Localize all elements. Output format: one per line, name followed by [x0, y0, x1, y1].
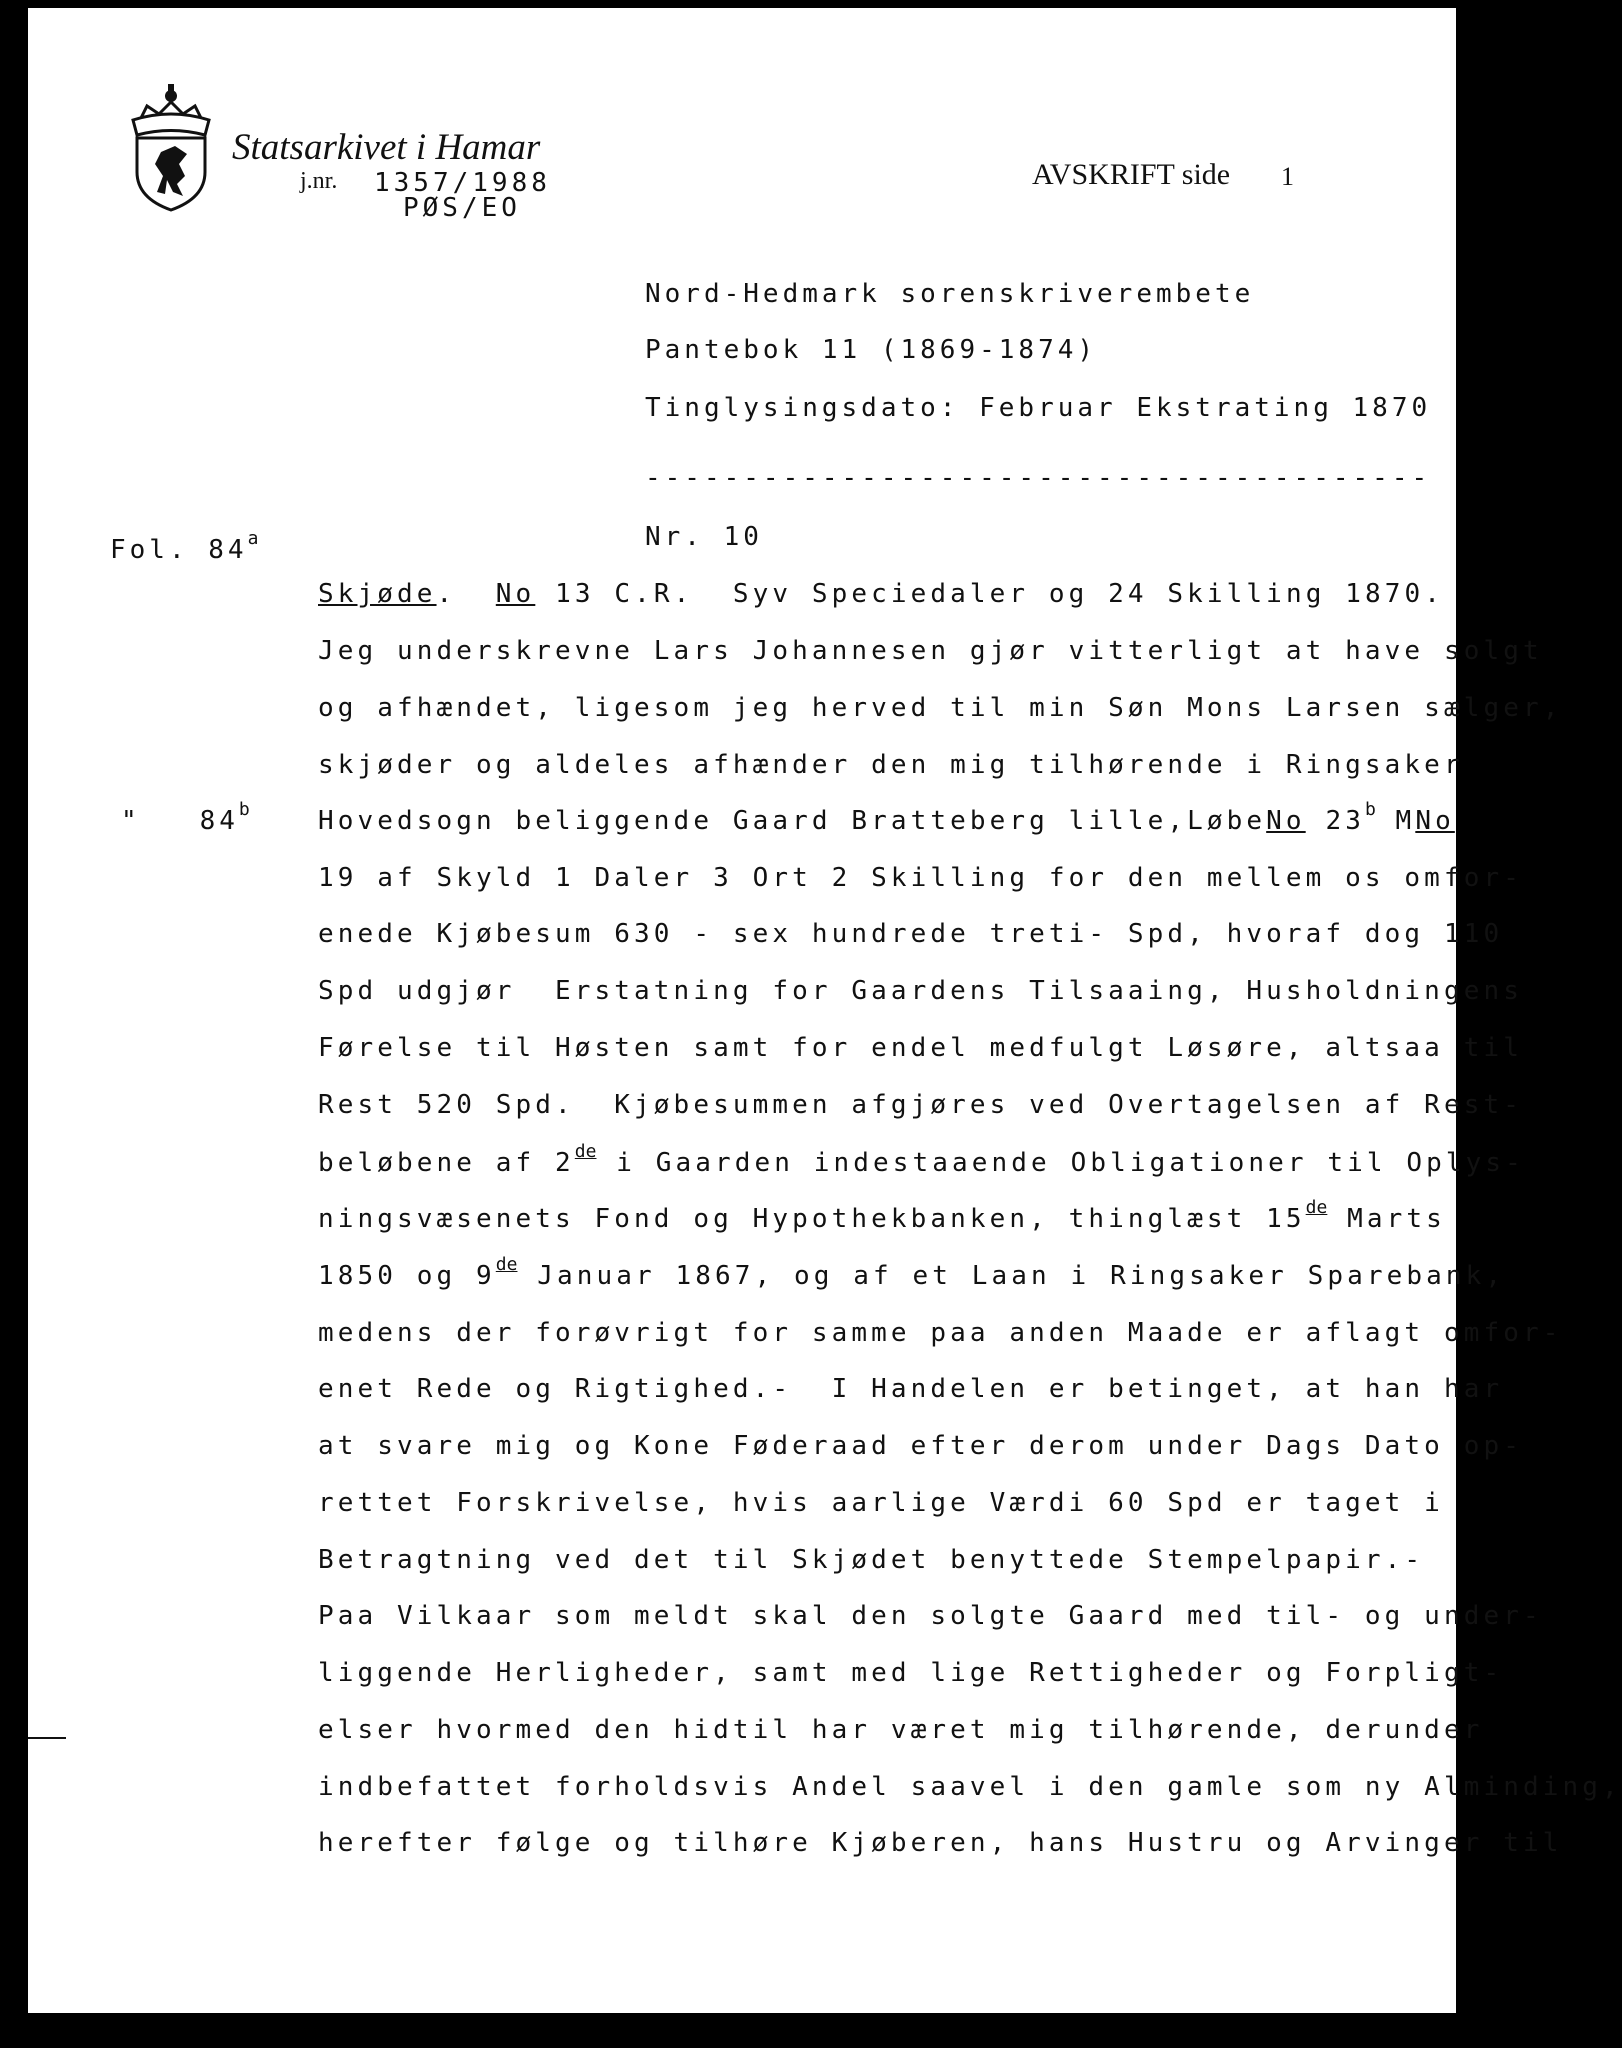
body-line: 19 af Skyld 1 Daler 3 Ort 2 Skilling for den mellem os omfor-	[318, 863, 1523, 893]
body-line: at svare mig og Kone Føderaad efter derom under Dags Dato op-	[318, 1431, 1523, 1461]
body-line: medens der forøvrigt for samme paa anden Maade er aflagt omfor-	[318, 1318, 1563, 1348]
body-line: skjøder og aldeles afhænder den mig tilhørende i Ringsaker	[318, 750, 1464, 780]
body-line: Spd udgjør Erstatning for Gaardens Tilsaaing, Husholdningens	[318, 976, 1523, 1006]
body-line: enede Kjøbesum 630 - sex hundrede treti- Spd, hvoraf dog 110	[318, 919, 1504, 949]
folio-reference-a: Fol. 84$^a$	[110, 528, 259, 565]
journal-number-label: j.nr.	[300, 168, 338, 194]
body-line: herefter følge og tilhøre Kjøberen, hans Hustru og Arvinger til	[318, 1828, 1563, 1858]
entry-number: Nr. 10	[645, 522, 763, 552]
body-line: Hovedsogn beliggende Gaard Bratteberg lille,LøbeNo 23$^b$ MNo	[318, 799, 1455, 836]
transcript-page-label: AVSKRIFT side	[1032, 158, 1231, 191]
body-line: rettet Forskrivelse, hvis aarlige Værdi 60 Spd er taget i	[318, 1488, 1444, 1518]
body-line: Rest 520 Spd. Kjøbesummen afgjøres ved Overtagelsen af Rest-	[318, 1090, 1523, 1120]
journal-initials: PØS/EO	[403, 193, 521, 223]
body-line: liggende Herligheder, samt med lige Rettigheder og Forpligt-	[318, 1658, 1504, 1688]
transcript-page-number: 1	[1281, 162, 1294, 191]
body-line: Førelse til Høsten samt for endel medfulgt Løsøre, altsaa til	[318, 1033, 1523, 1063]
archive-name: Statsarkivet i Hamar	[232, 127, 541, 168]
body-line: og afhændet, ligesom jeg herved til min Søn Mons Larsen sælger,	[318, 693, 1563, 723]
body-line: enet Rede og Rigtighed.- I Handelen er betinget, at han har	[318, 1374, 1504, 1404]
body-line: Betragtning ved det til Skjødet benyttede Stempelpapir.-	[318, 1545, 1425, 1575]
separator-line: ----------------------------------------	[645, 463, 1432, 493]
journal-number: 1357/1988	[374, 168, 551, 198]
body-line: ningsvæsenets Fond og Hypothekbanken, thinglæst 15de Marts	[318, 1197, 1446, 1234]
body-line: elser hvormed den hidtil har været mig tilhørende, derunder	[318, 1715, 1484, 1745]
body-line: 1850 og 9de Januar 1867, og af et Laan i Ringsaker Sparebank,	[318, 1254, 1506, 1291]
body-line: indbefattet forholdsvis Andel saavel i den gamle som ny Alminding,	[318, 1772, 1622, 1802]
document-page	[28, 8, 1622, 2013]
body-line: Skjøde. No 13 C.R. Syv Speciedaler og 24 Skilling 1870.	[318, 579, 1444, 609]
margin-tick-mark	[28, 1737, 66, 1739]
court-office: Nord-Hedmark sorenskriverembete	[645, 279, 1255, 309]
body-line: Jeg underskrevne Lars Johannesen gjør vitterligt at have solgt	[318, 636, 1543, 666]
body-line: Paa Vilkaar som meldt skal den solgte Gaard med til- og under-	[318, 1601, 1543, 1631]
registration-date: Tinglysingsdato: Februar Ekstrating 1870	[645, 393, 1432, 423]
folio-reference-b: " 84$^b$	[121, 799, 250, 836]
body-line: beløbene af 2de i Gaarden indestaaende Obligationer til Oplys-	[318, 1141, 1525, 1178]
coat-of-arms-logo	[121, 80, 221, 214]
mortgage-book: Pantebok 11 (1869-1874)	[645, 335, 1098, 365]
